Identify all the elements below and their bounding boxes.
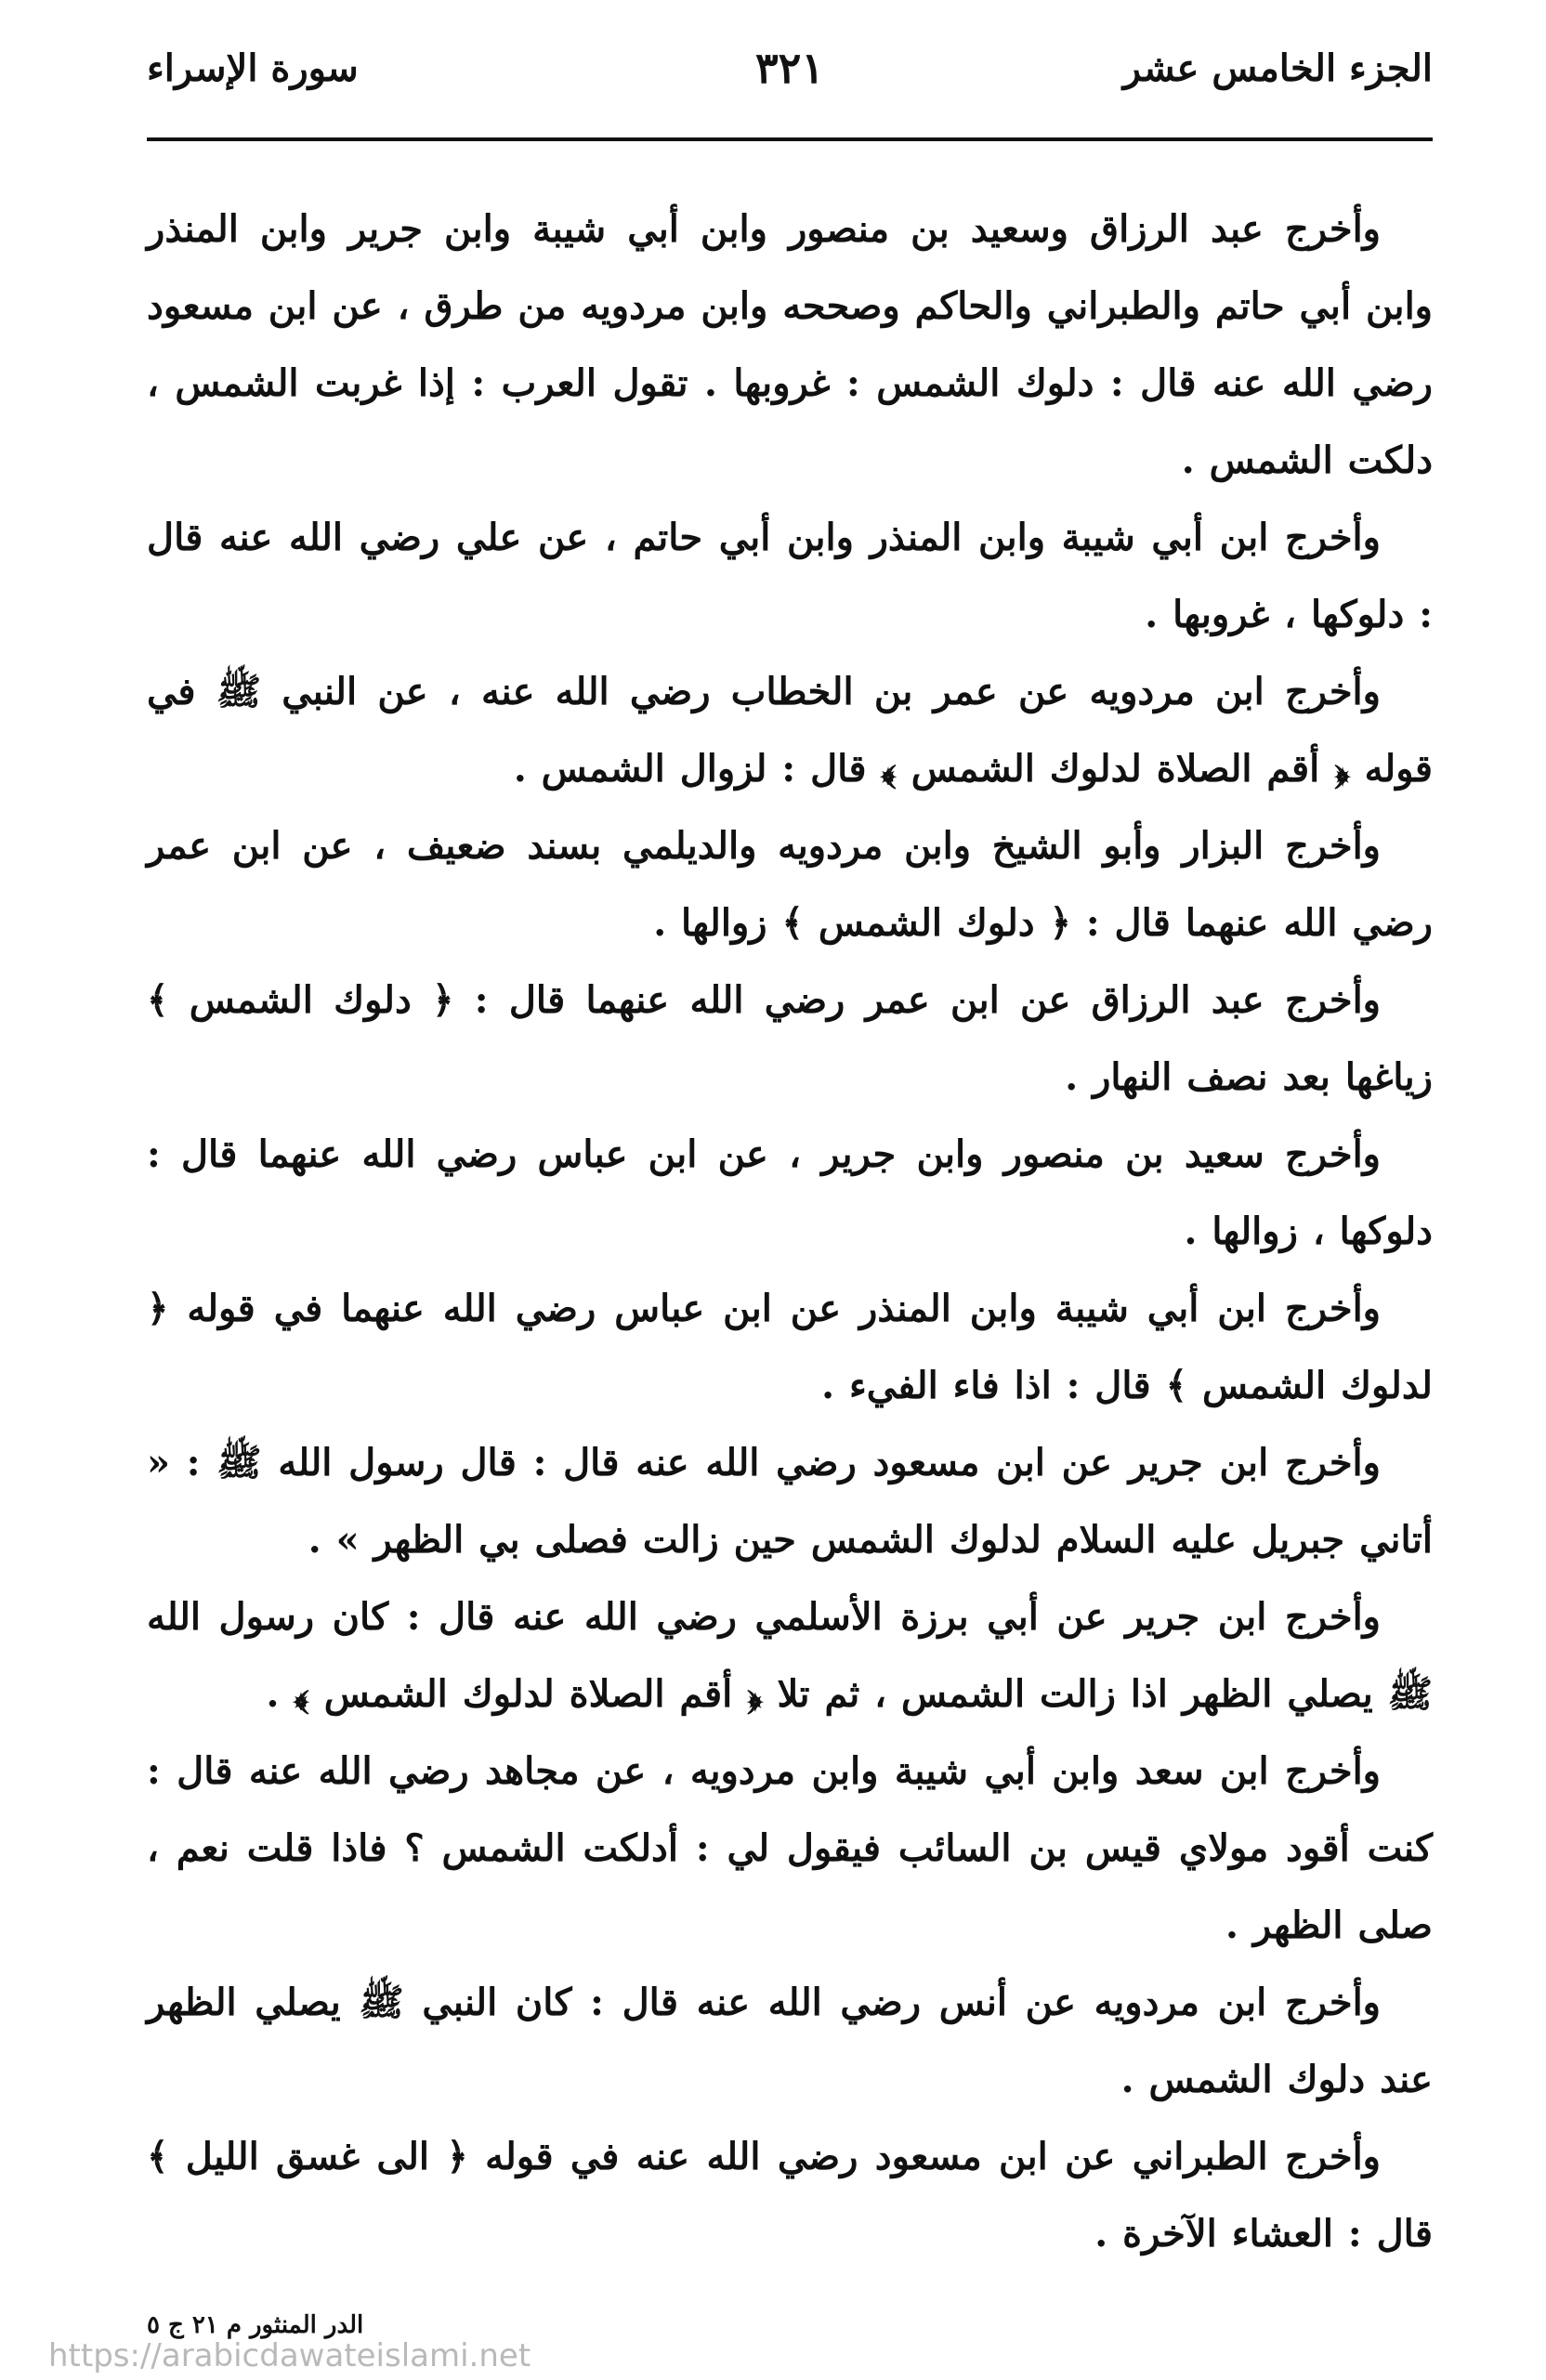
paragraph: وأخرج سعيد بن منصور وابن جرير ، عن ابن عباس رضي الله عنهما قال : دلوكها ، زوالها .	[147, 1132, 1433, 1253]
paragraph: وأخرج ابن مردويه عن عمر بن الخطاب رضي الله عنه ، عن النبي ﷺ في قوله ﴿ أقم الصلاة لدلوك الشمس ﴾ قال : لزوال الشمس .	[147, 670, 1433, 791]
paragraph: وأخرج ابن مردويه عن أنس رضي الله عنه قال : كان النبي ﷺ يصلي الظهر عند دلوك الشمس .	[147, 1981, 1433, 2101]
page-header	[147, 43, 1433, 113]
page-number: ٣٢١	[754, 43, 825, 93]
watermark-url: https://arabicdawateislami.net	[48, 2337, 531, 2374]
surah-title: سورة الإسراء	[147, 46, 359, 90]
paragraph: وأخرج ابن جرير عن أبي برزة الأسلمي رضي الله عنه قال : كان رسول الله ﷺ يصلي الظهر اذا زالت الشمس ، ثم تلا ﴿ أقم الصلاة لدلوك الشمس ﴾ .	[147, 1595, 1433, 1716]
footnote: الدر المنثور م ٢١ ج ٥	[147, 2311, 364, 2339]
paragraph: وأخرج البزار وأبو الشيخ وابن مردويه والديلمي بسند ضعيف ، عن ابن عمر رضي الله عنهما قال : ﴿ دلوك الشمس ﴾ زوالها .	[147, 824, 1433, 945]
paragraph: وأخرج عبد الرزاق وسعيد بن منصور وابن أبي شيبة وابن جرير وابن المنذر وابن أبي حاتم والطبراني والحاكم وصححه وابن مردويه من طرق ، عن ابن مسعود رضي الله عنه قال : دلوك الشمس : غروبها . تقول العرب : إذا غربت الشمس ، دلكت الشمس .	[147, 207, 1433, 482]
paragraph: وأخرج ابن جرير عن ابن مسعود رضي الله عنه قال : قال رسول الله ﷺ : « أتاني جبريل عليه السلام لدلوك الشمس حين زالت فصلى بي الظهر » .	[147, 1441, 1433, 1562]
header-rule	[147, 137, 1433, 141]
paragraph: وأخرج ابن أبي شيبة وابن المنذر عن ابن عباس رضي الله عنهما في قوله ﴿ لدلوك الشمس ﴾ قال : اذا فاء الفيء .	[147, 1287, 1433, 1407]
part-title: الجزء الخامس عشر	[1122, 46, 1433, 90]
paragraph: وأخرج ابن سعد وابن أبي شيبة وابن مردويه ، عن مجاهد رضي الله عنه قال : كنت أقود مولاي قيس بن السائب فيقول لي : أدلكت الشمس ؟ فاذا قلت نعم ، صلى الظهر .	[147, 1749, 1433, 1947]
page-body	[147, 190, 1433, 2272]
paragraph: وأخرج الطبراني عن ابن مسعود رضي الله عنه في قوله ﴿ الى غسق الليل ﴾ قال : العشاء الآخرة .	[147, 2135, 1433, 2256]
paragraph: وأخرج ابن أبي شيبة وابن المنذر وابن أبي حاتم ، عن علي رضي الله عنه قال : دلوكها ، غروبها .	[147, 516, 1433, 636]
paragraph: وأخرج عبد الرزاق عن ابن عمر رضي الله عنهما قال : ﴿ دلوك الشمس ﴾ زياغها بعد نصف النهار .	[147, 978, 1433, 1099]
